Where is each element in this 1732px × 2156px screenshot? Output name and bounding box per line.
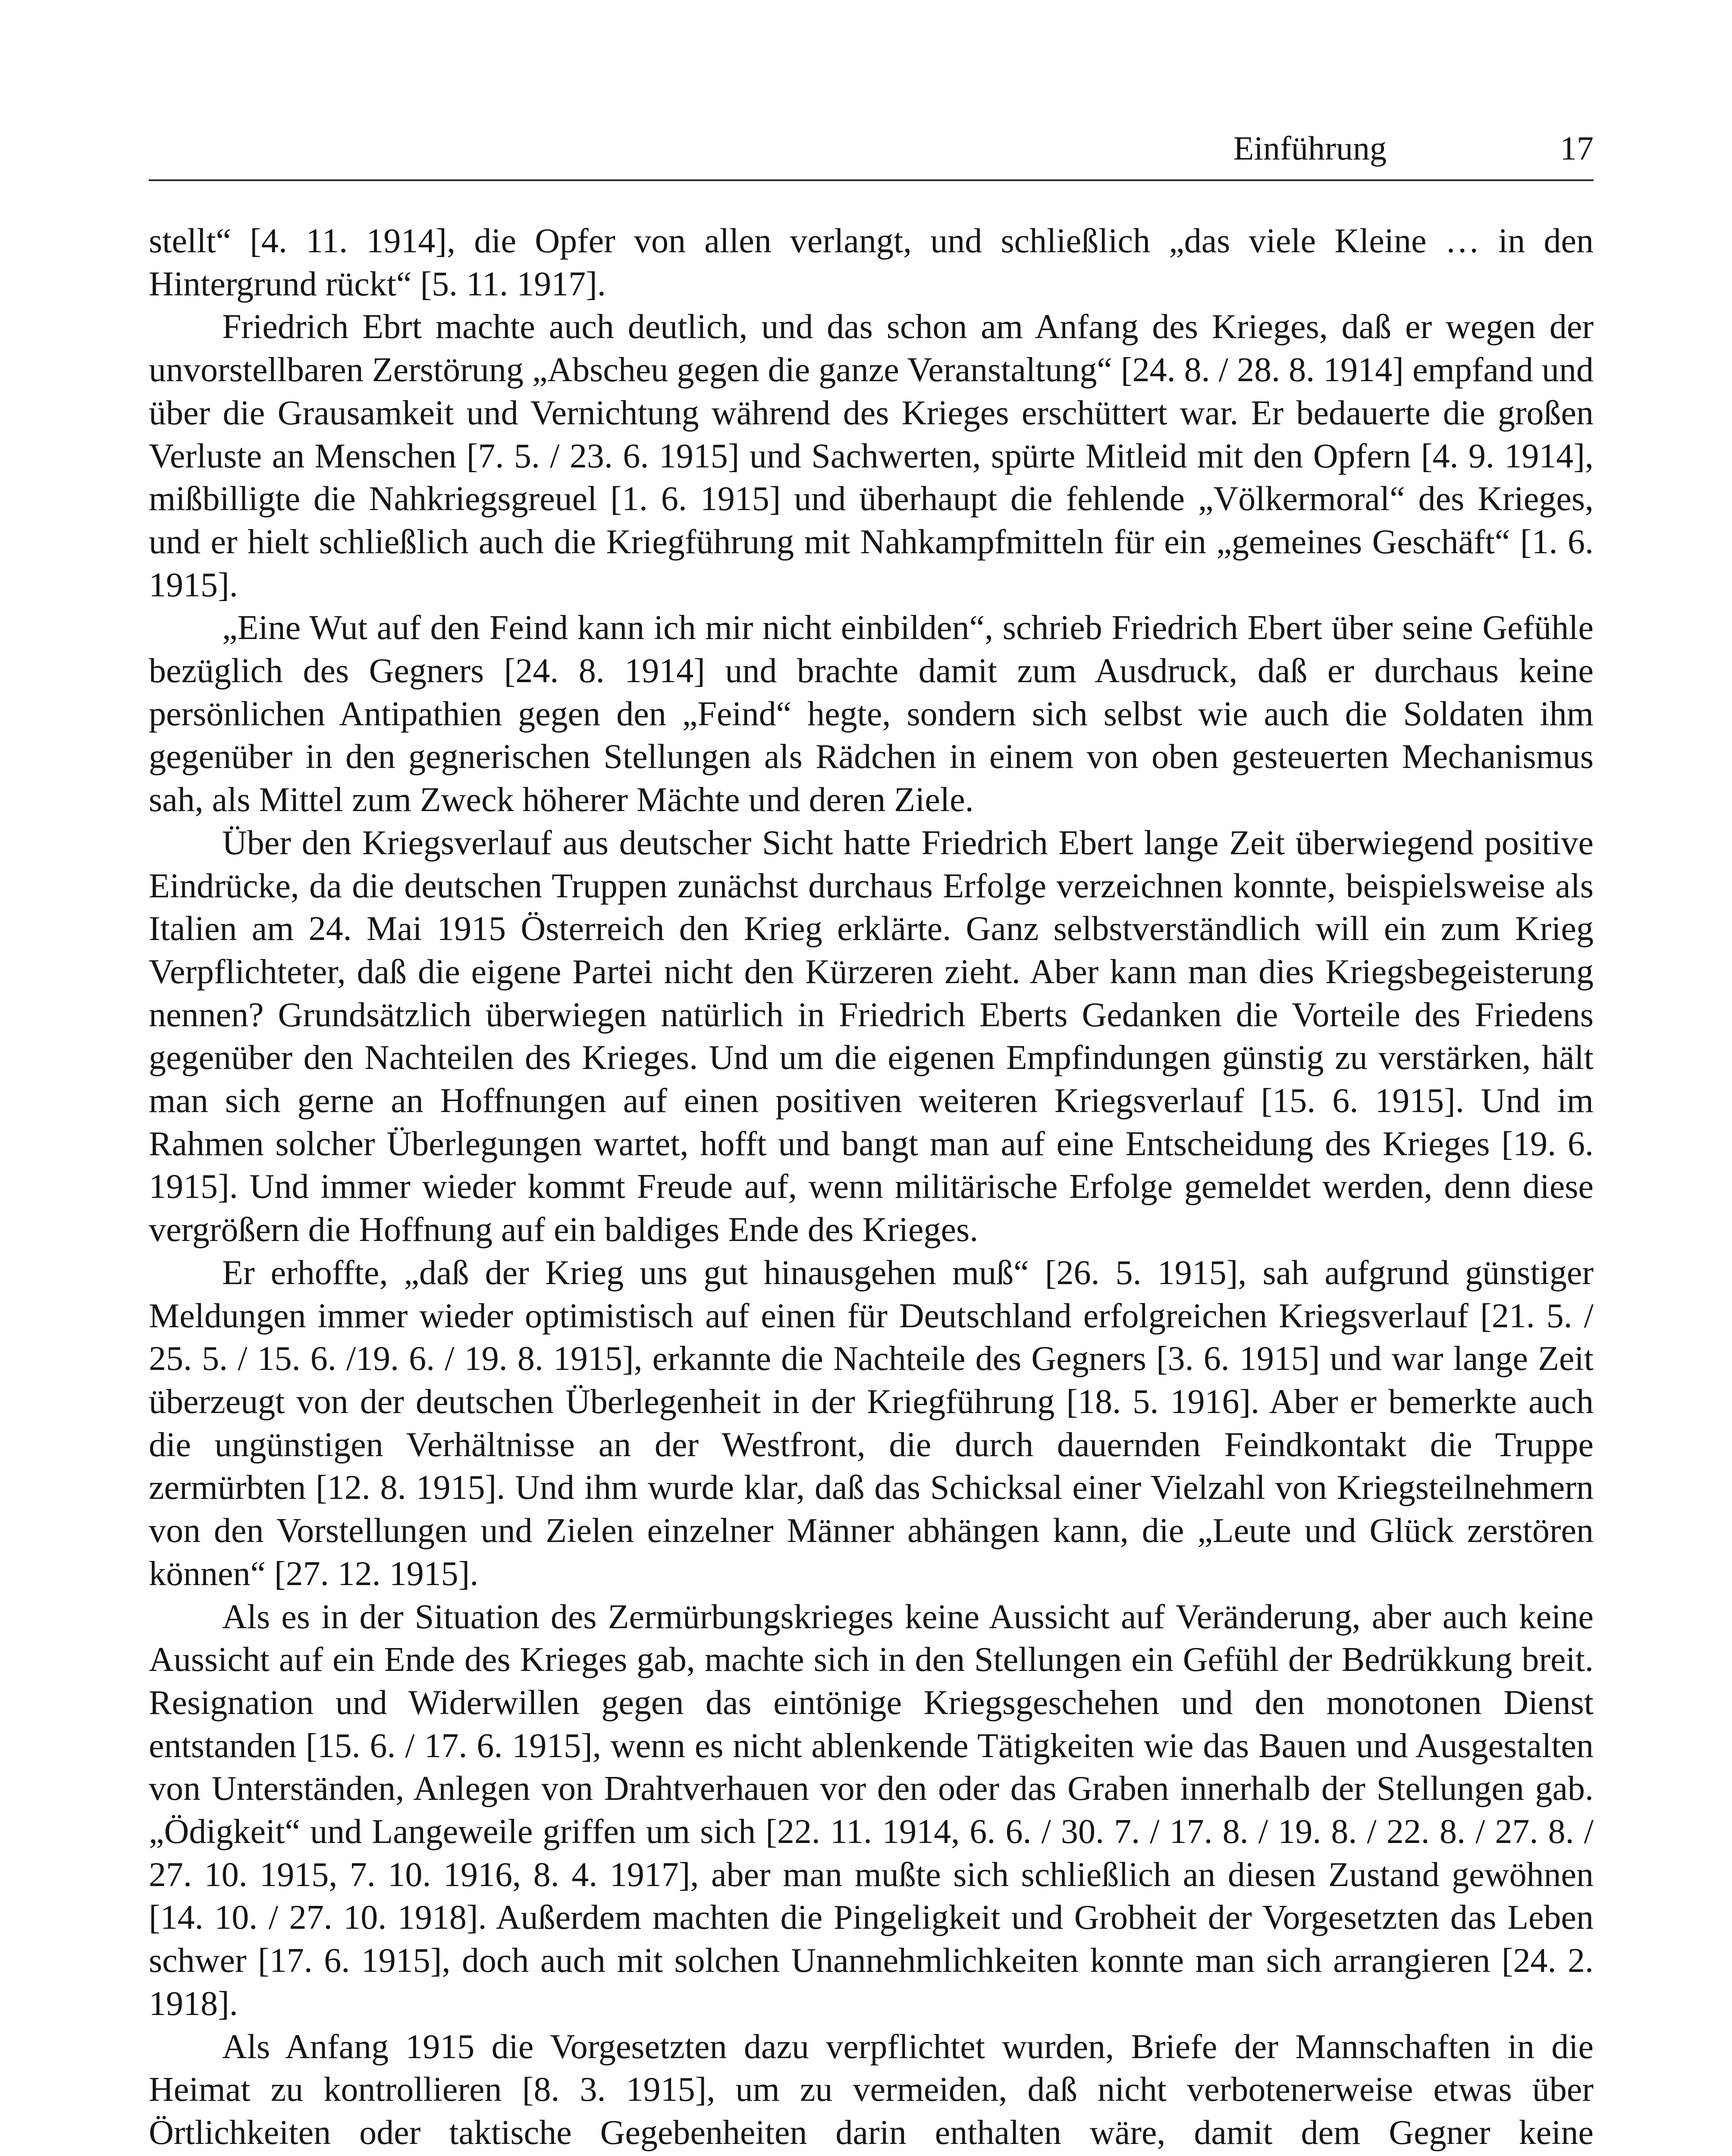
paragraph: stellt“ [4. 11. 1914], die Opfer von allen verlangt, und schließlich „das viele Kleine … in den Hintergrund rückt“ [5. 11. 1917].: [149, 222, 1594, 303]
paragraph: Als Anfang 1915 die Vorgesetzten dazu verpflichtet wurden, Briefe der Mannschaften in die Heimat zu kontrollieren [8. 3. 1915], um zu vermeiden, daß nicht verbotenerweise etwas über Örtlichkeiten oder taktische Gegebenheiten darin enthalten wäre, damit dem Gegner keine: [149, 2028, 1594, 2152]
paragraph: Über den Kriegsverlauf aus deutscher Sicht hatte Friedrich Ebert lange Zeit überwiegend positive Eindrücke, da die deutschen Truppen zunächst durchaus Erfolge verzeichnen konnte, beispielsweise als Italien am 24. Mai 1915 Österreich den Krieg erklärte. Ganz selbstverständlich will ein zum Krieg Verpflichteter, daß die eigene Partei nicht den Kürzeren zieht. Aber kann man dies Kriegsbegeisterung nennen? Grundsätzlich überwiegen natürlich in Friedrich Eberts Gedanken die Vorteile des Friedens gegenüber den Nachteilen des Krieges. Und um die eigenen Empfindungen günstig zu verstärken, hält man sich gerne an Hoffnungen auf einen positiven weiteren Kriegsverlauf [15. 6. 1915]. Und im Rahmen solcher Überlegungen wartet, hofft und bangt man auf eine Entscheidung des Krieges [19. 6. 1915]. Und immer wieder kommt Freude auf, wenn militärische Erfolge gemeldet werden, denn diese vergrößern die Hoffnung auf ein baldiges Ende des Krieges.: [149, 824, 1594, 1249]
paragraph: Friedrich Ebrt machte auch deutlich, und das schon am Anfang des Krieges, daß er wegen der unvorstellbaren Zerstörung „Abscheu gegen die ganze Veranstaltung“ [24. 8. / 28. 8. 1914] empfand und über die Grausamkeit und Vernichtung während des Krieges erschüttert war. Er bedauerte die großen Verluste an Menschen [7. 5. / 23. 6. 1915] und Sachwerten, spürte Mitleid mit den Opfern [4. 9. 1914], mißbilligte die Nahkriegsgreuel [1. 6. 1915] und überhaupt die fehlende „Völkermoral“ des Krieges, und er hielt schließlich auch die Kriegführung mit Nahkampfmitteln für ein „gemeines Geschäft“ [1. 6. 1915].: [149, 308, 1594, 604]
paragraph: Er erhoffte, „daß der Krieg uns gut hinausgehen muß“ [26. 5. 1915], sah aufgrund günstiger Meldungen immer wieder optimistisch auf einen für Deutschland erfolgreichen Kriegsverlauf [21. 5. / 25. 5. / 15. 6. /19. 6. / 19. 8. 1915], erkannte die Nachteile des Gegners [3. 6. 1915] und war lange Zeit überzeugt von der deutschen Überlegenheit in der Kriegführung [18. 5. 1916]. Aber er bemerkte auch die ungünstigen Verhältnisse an der Westfront, die durch dauernden Feindkontakt die Truppe zermürbten [12. 8. 1915]. Und ihm wurde klar, daß das Schicksal einer Vielzahl von Kriegsteilnehmern von den Vorstellungen und Zielen einzelner Männer abhängen kann, die „Leute und Glück zerstören können“ [27. 12. 1915].: [149, 1253, 1594, 1593]
header-section-title: Einführung: [1233, 129, 1387, 167]
paragraph: „Eine Wut auf den Feind kann ich mir nicht einbilden“, schrieb Friedrich Ebert über seine Gefühle bezüglich des Gegners [24. 8. 1914] und brachte damit zum Ausdruck, daß er durchaus keine persönlichen Antipathien gegen den „Feind“ hegte, sondern sich selbst wie auch die Soldaten ihm gegenüber in den gegnerischen Stellungen als Rädchen in einem von oben gesteuerten Mechanismus sah, als Mittel zum Zweck höherer Mächte und deren Ziele.: [149, 609, 1594, 819]
body-text: [149, 220, 1594, 2156]
running-header: [149, 121, 1594, 181]
page-number: 17: [1560, 129, 1594, 167]
paragraph: Als es in der Situation des Zermürbungskrieges keine Aussicht auf Veränderung, aber auch keine Aussicht auf ein Ende des Krieges gab, machte sich in den Stellungen ein Gefühl der Bedrükkung breit. Resignation und Widerwillen gegen das eintönige Kriegsgeschehen und den monotonen Dienst entstanden [15. 6. / 17. 6. 1915], wenn es nicht ablenkende Tätigkeiten wie das Bauen und Ausgestalten von Unterständen, Anlegen von Drahtverhauen vor den oder das Graben innerhalb der Stellungen gab. „Ödigkeit“ und Langeweile griffen um sich [22. 11. 1914, 6. 6. / 30. 7. / 17. 8. / 19. 8. / 22. 8. / 27. 8. / 27. 10. 1915, 7. 10. 1916, 8. 4. 1917], aber man mußte sich schließlich an diesen Zustand gewöhnen [14. 10. / 27. 10. 1918]. Außerdem machten die Pingeligkeit und Grobheit der Vorgesetzten das Leben schwer [17. 6. 1915], doch auch mit solchen Unannehmlichkeiten konnte man sich arrangieren [24. 2. 1918].: [149, 1598, 1594, 2023]
